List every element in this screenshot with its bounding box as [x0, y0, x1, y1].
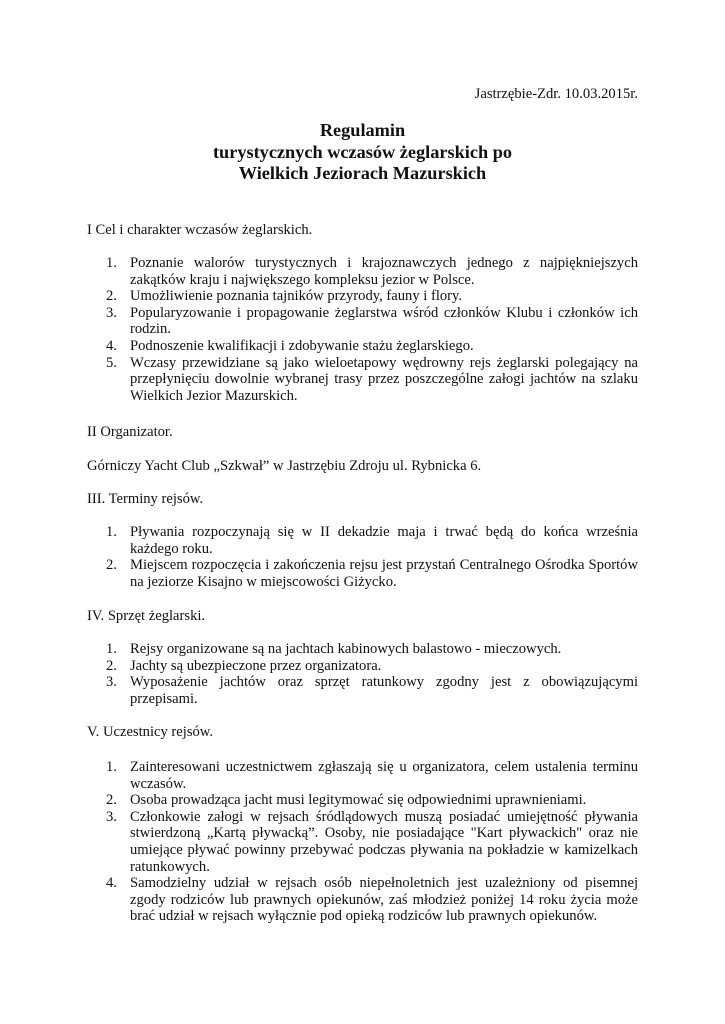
list-item: 1. Poznanie walorów turystycznych i krajoznawczych jednego z najpiękniejszych zakątków kraju i największego kompleksu jezior w Polsce. — [106, 255, 638, 288]
list-item: 4. Podnoszenie kwalifikacji i zdobywanie stażu żeglarskiego. — [106, 337, 474, 354]
list-item: 2. Miejscem rozpoczęcia i zakończenia rejsu jest przystań Centralnego Ośrodka Sportów na jeziorze Kisajno w miejscowości Giżycko. — [106, 557, 638, 590]
list-item: 2. Osoba prowadząca jacht musi legitymować się odpowiednimi uprawnieniami. — [106, 792, 587, 809]
goals-list — [87, 255, 638, 404]
list-item: 3. Popularyzowanie i propagowanie żeglarstwa wśród członków Klubu i członków ich rodzin. — [106, 304, 638, 338]
list-item: 2. Umożliwienie poznania tajników przyrody, fauny i flory. — [106, 288, 463, 305]
list-item: 1. Pływania rozpoczynają się w II dekadzie maja i trwać będą do końca września każdego roku. — [106, 524, 638, 557]
document-title — [0, 120, 725, 185]
document-date: Jastrzębie-Zdr. 10.03.2015r. — [474, 86, 638, 102]
title-line: Regulamin — [319, 120, 406, 140]
participants-list — [87, 759, 638, 925]
list-item: 5. Wczasy przewidziane są jako wieloetapowy wędrowny rejs żeglarski polegający na przepłynięciu dowolnie wybranej trasy przez poszczególne załogi jachtów na szlaku Wielkich Jezior Mazurskich. — [106, 354, 638, 404]
section-heading-equipment: IV. Sprzęt żeglarski. — [87, 608, 206, 624]
list-item: 4. Samodzielny udział w rejsach osób niepełnoletnich jest uzależniony od pisemnej zgody rodziców lub prawnych opiekunów, zaś młodzież poniżej 14 roku życia może brać udział w rejsach wyłącznie pod opieką rodziców lub prawnych opiekunów. — [106, 875, 638, 925]
list-item: 3. Wyposażenie jachtów oraz sprzęt ratunkowy zgodny jest z obowiązującymi przepisami. — [106, 674, 638, 707]
title-line: turystycznych wczasów żeglarskich po — [212, 141, 513, 162]
equipment-list — [87, 641, 638, 707]
title-line: Wielkich Jeziorach Mazurskich — [238, 163, 487, 183]
section-heading-dates: III. Terminy rejsów. — [87, 491, 204, 507]
dates-list — [87, 524, 638, 590]
list-item: 2. Jachty są ubezpieczone przez organizatora. — [106, 657, 382, 674]
list-item: 1. Zainteresowani uczestnictwem zgłaszają się u organizatora, celem ustalenia terminu wczasów. — [106, 759, 638, 792]
section-heading-participants: V. Uczestnicy rejsów. — [87, 724, 214, 740]
section-heading-organizer: II Organizator. — [87, 424, 173, 440]
list-item: 1. Rejsy organizowane są na jachtach kabinowych balastowo - mieczowych. — [106, 641, 562, 657]
organizer-text: Górniczy Yacht Club „Szkwał” w Jastrzębiu Zdroju ul. Rybnicka 6. — [87, 458, 482, 474]
list-item: 3. Członkowie załogi w rejsach śródlądowych muszą posiadać umiejętność pływania stwierdzoną „Kartą pływacką”. Osoby, nie posiadające "Kart pływackich" oraz nie umiejące pływać powinny przebywać podczas pływania na pokładzie w kamizelkach ratunkowych. — [106, 808, 638, 875]
section-heading-goals: I Cel i charakter wczasów żeglarskich. — [87, 222, 313, 238]
